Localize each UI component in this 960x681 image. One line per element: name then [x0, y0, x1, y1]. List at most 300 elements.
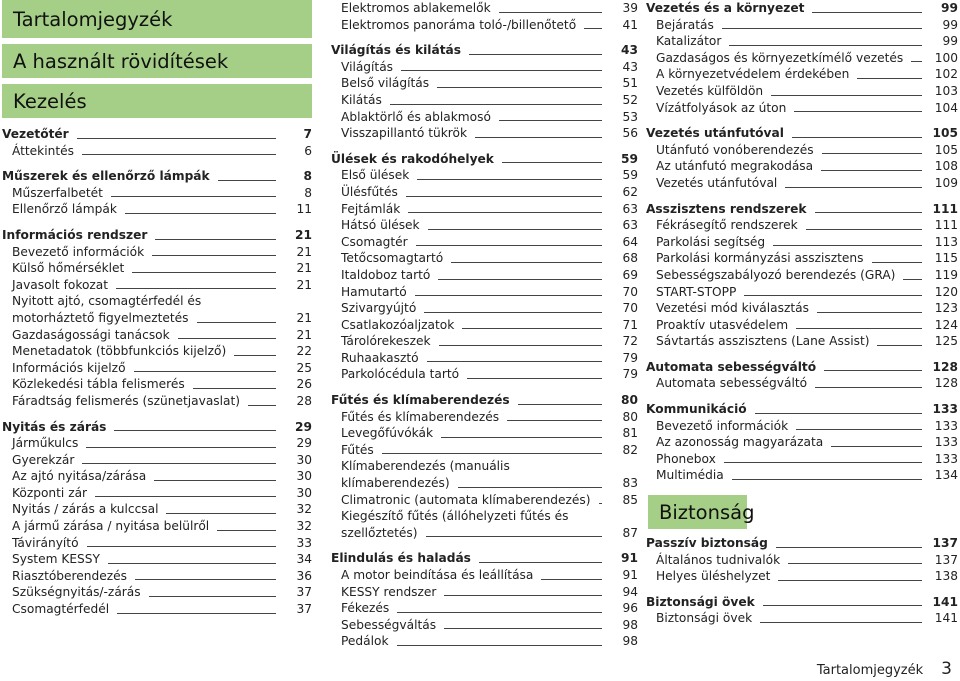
toc-entry[interactable] — [646, 467, 958, 484]
toc-entry[interactable] — [646, 33, 958, 50]
toc-page-number: 34 — [296, 552, 312, 567]
toc-page-number: 99 — [941, 1, 958, 15]
toc-page-number: 137 — [934, 552, 958, 567]
toc-page-number: 109 — [934, 175, 958, 190]
toc-entry[interactable] — [646, 568, 958, 585]
toc-entry[interactable] — [331, 508, 638, 541]
toc-entry-title: Első ülések — [341, 168, 410, 183]
toc-section[interactable] — [331, 151, 638, 168]
toc-section[interactable] — [646, 535, 958, 552]
toc-entry[interactable] — [2, 260, 312, 277]
toc-entry[interactable] — [2, 501, 312, 518]
toc-entry-title: Hátsó ülések — [341, 218, 420, 233]
toc-entry[interactable] — [331, 600, 638, 617]
toc-entry-title: Szivargyújtó — [341, 301, 417, 316]
toc-column-1 — [2, 0, 312, 618]
toc-page-number: 29 — [295, 419, 312, 434]
leader-line — [785, 187, 922, 188]
toc-list — [646, 535, 958, 627]
toc-page-number: 53 — [622, 109, 638, 124]
toc-entry-title: Gyerekzár — [12, 452, 75, 467]
leader-line — [776, 547, 922, 548]
leader-line — [397, 645, 602, 646]
leader-line — [462, 328, 602, 329]
toc-entry[interactable] — [331, 409, 638, 426]
abbreviations-header — [2, 44, 312, 78]
toc-entry[interactable] — [2, 201, 312, 218]
toc-entry[interactable] — [331, 92, 638, 109]
toc-page-number: 21 — [295, 227, 312, 242]
toc-entry[interactable] — [646, 451, 958, 468]
toc-page-number: 59 — [622, 168, 638, 183]
leader-line — [125, 213, 276, 214]
leader-line — [755, 413, 922, 414]
toc-page-number: 6 — [304, 143, 312, 158]
toc-entry-title: A motor beindítása és leállítása — [341, 568, 534, 582]
toc-entry[interactable] — [2, 551, 312, 568]
leader-line — [218, 180, 276, 181]
toc-entry-title: Sebességszabályozó berendezés (GRA) — [656, 267, 896, 282]
toc-entry-title: System KESSY — [12, 552, 100, 567]
toc-entry[interactable] — [2, 244, 312, 261]
leader-line — [518, 404, 602, 405]
leader-line — [397, 612, 602, 613]
toc-entry-title: Bevezető információk — [12, 244, 145, 259]
leader-line — [806, 229, 922, 230]
toc-entry[interactable] — [331, 300, 638, 317]
toc-entry[interactable] — [331, 584, 638, 601]
toc-entry-title: Gazdaságos és környezetkímélő vezetés — [656, 50, 904, 65]
toc-entry-title: Biztonsági övek — [646, 594, 755, 609]
toc-entry[interactable] — [646, 317, 958, 334]
toc-entry-title: Kilátás — [341, 92, 382, 107]
toc-page-number: 32 — [296, 502, 312, 517]
leader-line — [82, 154, 276, 155]
toc-page-number: 123 — [934, 301, 958, 316]
toc-page-number: 138 — [934, 569, 958, 584]
toc-entry-title: Műszerfalbetét — [12, 185, 103, 200]
toc-page-number: 72 — [622, 334, 638, 349]
safety-header — [648, 495, 755, 529]
leader-line — [788, 563, 922, 564]
leader-line — [87, 546, 276, 547]
toc-page-number: 43 — [621, 43, 638, 58]
toc-page-number: 80 — [621, 393, 638, 408]
toc-entry-title: Pedálok — [341, 634, 389, 649]
leader-line — [77, 138, 276, 139]
toc-entry[interactable] — [2, 452, 312, 469]
toc-page-number: 83 — [622, 476, 638, 491]
leader-line — [154, 480, 276, 481]
toc-page-number: 36 — [296, 568, 312, 583]
toc-entry[interactable] — [2, 535, 312, 552]
toc-page-number: 30 — [296, 452, 312, 467]
toc-page-number: 141 — [934, 611, 958, 626]
toc-page-number: 21 — [296, 244, 312, 259]
toc-section[interactable] — [331, 42, 638, 59]
leader-line — [82, 463, 276, 464]
toc-entry-title: Vezetési mód kiválasztás — [656, 301, 809, 316]
toc-section[interactable] — [646, 401, 958, 418]
leader-line — [584, 28, 602, 29]
toc-page-number: 32 — [296, 519, 312, 534]
toc-page-number: 85 — [622, 492, 638, 507]
toc-page-number: 96 — [622, 601, 638, 616]
toc-page-number: 99 — [942, 17, 958, 32]
toc-page-number: 56 — [622, 126, 638, 141]
toc-entry[interactable] — [2, 293, 312, 326]
toc-entry-title: Climatronic (automata klímaberendezés) — [341, 492, 591, 507]
toc-entry[interactable] — [331, 184, 638, 201]
toc-entry-title: Tetőcsomagtartó — [341, 251, 444, 266]
toc-entry[interactable] — [2, 468, 312, 485]
toc-section[interactable] — [2, 168, 312, 185]
toc-entry-title: Nyitás és zárás — [2, 419, 107, 434]
toc-section[interactable] — [646, 201, 958, 218]
toc-entry[interactable] — [331, 125, 638, 142]
toc-entry-title: Fűtés és klímaberendezés — [341, 409, 500, 424]
toc-page-number: 39 — [622, 1, 638, 15]
toc-entry-title: Belső világítás — [341, 76, 430, 91]
toc-entry[interactable] — [646, 552, 958, 569]
toc-entry[interactable] — [2, 360, 312, 377]
toc-page-number: 21 — [296, 310, 312, 325]
toc-entry[interactable] — [2, 143, 312, 160]
toc-entry[interactable] — [331, 350, 638, 367]
toc-page-number: 125 — [934, 334, 958, 349]
toc-page-number: 79 — [622, 367, 638, 382]
leader-line — [822, 153, 922, 154]
toc-page-number: 69 — [622, 267, 638, 282]
toc-entry[interactable] — [331, 234, 638, 251]
toc-entry-title: Tárolórekeszek — [341, 334, 431, 349]
toc-entry[interactable] — [646, 300, 958, 317]
toc-entry[interactable] — [331, 366, 638, 383]
toc-page-number: 124 — [934, 317, 958, 332]
page-number: 3 — [941, 659, 952, 679]
leader-line — [132, 272, 276, 273]
toc-entry-title: Parkolási kormányzási asszisztens — [656, 251, 864, 266]
toc-entry[interactable] — [331, 17, 638, 34]
leader-line — [438, 279, 602, 280]
toc-entry[interactable] — [2, 435, 312, 452]
toc-page-number: 105 — [932, 126, 958, 141]
toc-entry[interactable] — [331, 0, 638, 17]
toc-entry[interactable] — [646, 17, 958, 34]
leader-line — [467, 378, 602, 379]
toc-page-number: 25 — [296, 360, 312, 375]
toc-entry[interactable] — [646, 267, 958, 284]
toc-entry-title: Fűtés és klímaberendezés — [331, 393, 510, 408]
toc-page-number: 63 — [622, 201, 638, 216]
toc-entry-title: Szükségnyitás/-zárás — [12, 585, 141, 600]
toc-entry-title: Nyitott ajtó, csomagtérfedél és motorháztető figyelmeztetés — [12, 294, 202, 325]
leader-line — [778, 580, 922, 581]
toc-title-text: Tartalomjegyzék — [13, 7, 173, 31]
leader-line — [166, 513, 276, 514]
toc-entry[interactable] — [331, 633, 638, 650]
toc-entry-title: Információs kijelző — [12, 360, 126, 375]
leader-line — [155, 239, 276, 240]
toc-section[interactable] — [2, 227, 312, 244]
leader-line — [815, 212, 923, 213]
toc-entry-title: Hamutartó — [341, 284, 407, 299]
toc-entry-title: Világítás és kilátás — [331, 43, 461, 58]
toc-page-number: 98 — [622, 634, 638, 649]
toc-entry[interactable] — [2, 601, 312, 618]
toc-entry[interactable] — [2, 584, 312, 601]
toc-entry-title: Járműkulcs — [12, 436, 79, 451]
toc-entry[interactable] — [646, 610, 958, 627]
toc-page-number: 52 — [622, 92, 638, 107]
toc-entry[interactable] — [646, 284, 958, 301]
toc-entry-title: Visszapillantó tükrök — [341, 126, 468, 141]
toc-entry-title: A környezetvédelem érdekében — [656, 67, 850, 82]
toc-page-number: 68 — [622, 251, 638, 266]
toc-entry-title: Műszerek és ellenőrző lámpák — [2, 169, 210, 184]
toc-entry-title: Proaktív utasvédelem — [656, 317, 789, 332]
toc-section[interactable] — [331, 550, 638, 567]
toc-entry[interactable] — [646, 234, 958, 251]
toc-entry[interactable] — [331, 317, 638, 334]
leader-line — [824, 370, 922, 371]
toc-entry[interactable] — [331, 333, 638, 350]
toc-entry-title: Általános tudnivalók — [656, 552, 781, 567]
toc-page-number: 26 — [296, 377, 312, 392]
toc-entry[interactable] — [646, 250, 958, 267]
abbreviations-header-text: A használt rövidítések — [13, 49, 229, 73]
toc-page-number: 137 — [932, 536, 958, 551]
toc-section[interactable] — [2, 126, 312, 143]
toc-entry[interactable] — [2, 518, 312, 535]
leader-line — [744, 295, 922, 296]
operation-header-text: Kezelés — [13, 89, 87, 113]
leader-line — [499, 120, 602, 121]
leader-line — [428, 229, 602, 230]
toc-list — [646, 0, 958, 484]
toc-entry-title: Kommunikáció — [646, 402, 747, 417]
toc-entry[interactable] — [331, 167, 638, 184]
toc-page-number: 91 — [622, 568, 638, 582]
toc-entry[interactable] — [2, 485, 312, 502]
toc-entry-title: Fejtámlák — [341, 201, 401, 216]
toc-entry[interactable] — [331, 267, 638, 284]
toc-entry[interactable] — [646, 158, 958, 175]
leader-line — [406, 196, 602, 197]
leader-line — [86, 447, 276, 448]
toc-page-number: 59 — [621, 151, 638, 166]
leader-line — [903, 279, 922, 280]
leader-line — [821, 170, 922, 171]
toc-entry-title: Vezetés külföldön — [656, 83, 764, 98]
leader-line — [815, 387, 922, 388]
toc-entry[interactable] — [646, 175, 958, 192]
toc-page-number: 37 — [296, 585, 312, 600]
toc-entry-title: Csomagtérfedél — [12, 602, 110, 617]
toc-entry[interactable] — [331, 458, 638, 491]
toc-entry[interactable] — [331, 201, 638, 218]
leader-line — [911, 61, 922, 62]
toc-entry[interactable] — [331, 442, 638, 459]
leader-line — [408, 212, 602, 213]
toc-entry-title: Italdoboz tartó — [341, 267, 431, 282]
toc-entry[interactable] — [646, 66, 958, 83]
toc-entry-title: Az ajtó nyitása/zárása — [12, 469, 147, 484]
toc-page-number: 133 — [934, 435, 958, 450]
leader-line — [444, 628, 602, 629]
leader-line — [796, 328, 922, 329]
toc-entry-title: Elindulás és haladás — [331, 551, 471, 566]
toc-page-number: 98 — [622, 617, 638, 632]
leader-line — [401, 70, 602, 71]
leader-line — [382, 453, 602, 454]
toc-entry[interactable] — [2, 185, 312, 202]
leader-line — [116, 288, 276, 289]
toc-entry[interactable] — [646, 142, 958, 159]
toc-section[interactable] — [646, 0, 958, 17]
toc-entry[interactable] — [331, 567, 638, 584]
toc-entry[interactable] — [646, 375, 958, 392]
toc-entry[interactable] — [331, 250, 638, 267]
leader-line — [796, 429, 922, 430]
toc-page-number: 64 — [622, 234, 638, 249]
leader-line — [441, 437, 602, 438]
toc-entry[interactable] — [331, 617, 638, 634]
toc-section[interactable] — [331, 392, 638, 409]
leader-line — [812, 12, 922, 13]
leader-line — [114, 430, 276, 431]
toc-entry-title: Fékezés — [341, 601, 390, 616]
toc-entry[interactable] — [331, 217, 638, 234]
leader-line — [479, 562, 602, 563]
toc-section[interactable] — [646, 359, 958, 376]
toc-entry-title: Csatlakozóaljzatok — [341, 317, 455, 332]
leader-line — [507, 420, 602, 421]
toc-entry-title: Kiegészítő fűtés (állóhelyzeti fűtés és szellőztetés) — [341, 509, 569, 540]
toc-page-number: 133 — [932, 402, 958, 417]
toc-entry[interactable] — [2, 376, 312, 393]
toc-page-number: 119 — [934, 267, 958, 282]
toc-entry-title: Automata sebességváltó — [656, 376, 808, 391]
leader-line — [427, 361, 602, 362]
toc-entry[interactable] — [331, 59, 638, 76]
toc-page-number: 62 — [622, 184, 638, 199]
leader-line — [451, 262, 602, 263]
toc-entry-title: Csomagtér — [341, 234, 408, 249]
toc-page-number: 105 — [934, 142, 958, 157]
toc-section[interactable] — [646, 125, 958, 142]
toc-column-2 — [331, 0, 638, 650]
leader-line — [817, 312, 922, 313]
leader-line — [197, 322, 276, 323]
toc-entry[interactable] — [331, 75, 638, 92]
page-footer — [817, 659, 952, 679]
toc-entry[interactable] — [331, 425, 638, 442]
toc-entry-title: Vízátfolyások az úton — [656, 100, 787, 115]
leader-line — [722, 28, 922, 29]
toc-entry-title: Vezetés és a környezet — [646, 1, 805, 15]
leader-line — [877, 345, 922, 346]
toc-entry[interactable] — [2, 277, 312, 294]
toc-entry[interactable] — [646, 217, 958, 234]
toc-entry-title: A jármű zárása / nyitása belülről — [12, 519, 210, 534]
toc-entry-title: Közlekedési tábla felismerés — [12, 377, 185, 392]
toc-entry-title: Ablaktörlő és ablakmosó — [341, 109, 491, 124]
leader-line — [248, 405, 276, 406]
toc-page-number: 103 — [934, 83, 958, 98]
toc-entry-title: Multimédia — [656, 468, 724, 483]
toc-entry[interactable] — [331, 492, 638, 509]
toc-entry-title: Automata sebességváltó — [646, 359, 817, 374]
leader-line — [152, 255, 276, 256]
toc-entry-title: Elektromos panoráma toló-/billenőtető — [341, 17, 577, 32]
toc-entry[interactable] — [2, 343, 312, 360]
toc-list — [2, 126, 312, 618]
toc-section[interactable] — [2, 419, 312, 436]
toc-page-number: 29 — [296, 436, 312, 451]
toc-page-number: 70 — [622, 284, 638, 299]
toc-page-number: 21 — [296, 261, 312, 276]
toc-entry[interactable] — [646, 434, 958, 451]
toc-entry[interactable] — [646, 50, 958, 67]
toc-entry[interactable] — [646, 418, 958, 435]
toc-entry[interactable] — [2, 327, 312, 344]
toc-page-number: 11 — [296, 202, 312, 217]
toc-entry-title: Ülések és rakodóhelyek — [331, 151, 494, 166]
leader-line — [111, 196, 276, 197]
leader-line — [424, 312, 602, 313]
toc-page-number: 30 — [296, 469, 312, 484]
toc-page-number: 41 — [622, 17, 638, 32]
toc-entry-title: Katalizátor — [656, 34, 722, 49]
toc-page-number: 104 — [934, 100, 958, 115]
toc-entry-title: Fűtés — [341, 442, 374, 457]
toc-entry-title: Az azonosság magyarázata — [656, 435, 824, 450]
toc-page-number: 100 — [934, 50, 958, 65]
toc-entry-title: Biztonsági övek — [656, 611, 753, 626]
leader-line — [415, 295, 602, 296]
toc-page-number: 63 — [622, 218, 638, 233]
toc-entry[interactable] — [646, 83, 958, 100]
leader-line — [117, 613, 276, 614]
toc-entry[interactable] — [646, 100, 958, 117]
toc-entry-title: Az utánfutó megrakodása — [656, 159, 814, 174]
leader-line — [857, 78, 922, 79]
toc-page-number: 81 — [622, 426, 638, 441]
toc-entry[interactable] — [2, 393, 312, 410]
toc-entry-title: Vezetőtér — [2, 127, 69, 141]
toc-entry-title: Sebességváltás — [341, 617, 437, 632]
toc-entry[interactable] — [331, 109, 638, 126]
toc-entry-title: Elektromos ablakemelők — [341, 1, 491, 15]
toc-section[interactable] — [646, 594, 958, 611]
leader-line — [149, 596, 276, 597]
toc-page-number: 91 — [621, 551, 638, 566]
toc-entry-title: Levegőfúvókák — [341, 426, 434, 441]
toc-page-number: 102 — [934, 67, 958, 82]
toc-entry-title: Menetadatok (többfunkciós kijelző) — [12, 344, 227, 359]
toc-entry[interactable] — [331, 284, 638, 301]
toc-entry-title: Nyitás / zárás a kulccsal — [12, 502, 159, 517]
toc-entry-title: Gazdaságossági tanácsok — [12, 327, 170, 342]
leader-line — [469, 54, 602, 55]
leader-line — [502, 162, 602, 163]
toc-entry[interactable] — [2, 568, 312, 585]
toc-page-number: 99 — [942, 34, 958, 49]
toc-page-number: 115 — [934, 251, 958, 266]
toc-page-number: 8 — [304, 185, 312, 200]
toc-entry[interactable] — [646, 333, 958, 350]
